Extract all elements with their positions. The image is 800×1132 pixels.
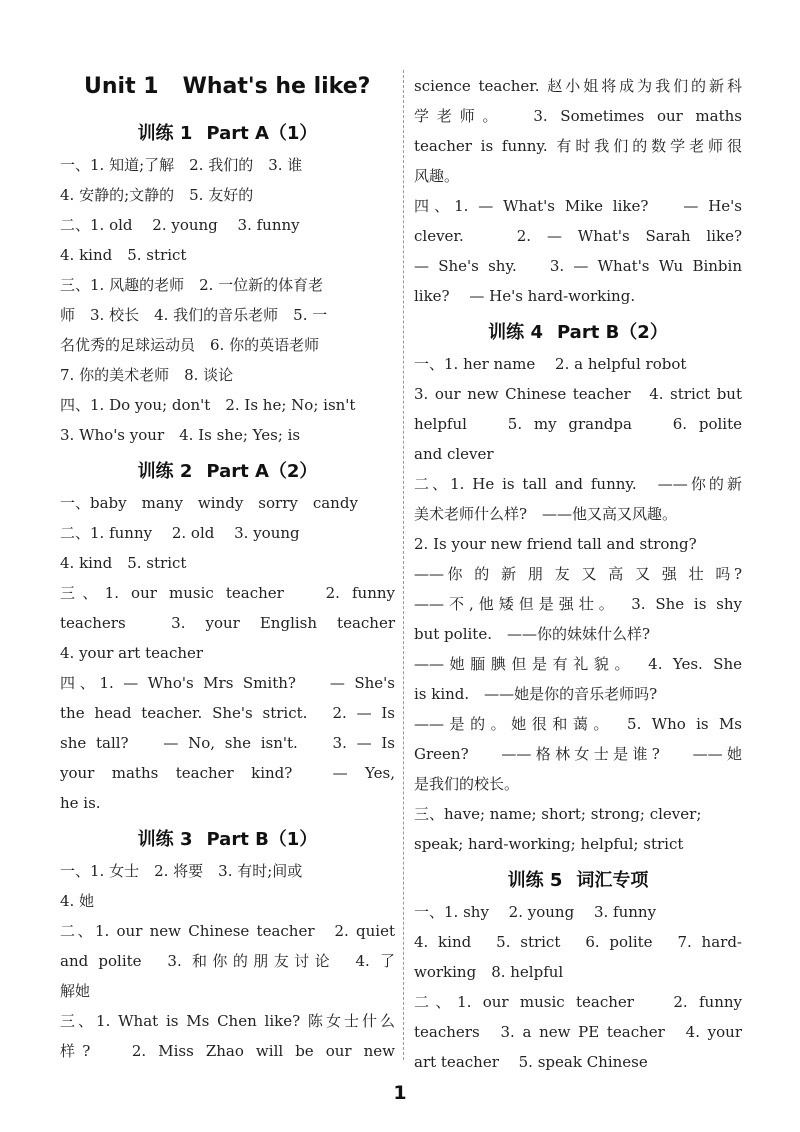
answer-line: 名优秀的足球运动员 6. 你的英语老师 — [60, 336, 320, 354]
answer-line: 4. your art teacher — [60, 644, 204, 662]
answer-line: ——是的。她很和蔼。 5. Who is Ms — [414, 715, 742, 733]
answer-line: 一、1. 知道;了解 2. 我们的 3. 谁 — [60, 156, 303, 174]
unit-title — [84, 74, 370, 99]
answer-line: 四、1. Do you; don't 2. Is he; No; isn't — [60, 396, 356, 414]
section-part: Part A（1） — [206, 123, 318, 144]
section-part: 词汇专项 — [576, 870, 649, 891]
answer-line: 3. Who's your 4. Is she; Yes; is — [60, 426, 301, 444]
section-label: 训练 3 — [137, 829, 193, 850]
answer-line: 二、1. funny 2. old 3. young — [60, 524, 300, 542]
answer-line: ——她腼腆但是有礼貌。 4. Yes. She — [414, 655, 742, 673]
section-heading — [60, 457, 395, 483]
answer-line: 学老师。 3. Sometimes our maths — [414, 107, 742, 125]
section-part: Part B（1） — [206, 829, 318, 850]
section-part: Part B（2） — [556, 322, 668, 343]
answer-line: is kind. ——她是你的音乐老师吗? — [414, 685, 658, 703]
answer-line: he is. — [60, 794, 101, 812]
answer-line: the head teacher. She's strict. 2. — Is — [60, 704, 395, 722]
answer-line: art teacher 5. speak Chinese — [414, 1053, 648, 1071]
answer-line: teachers 3. a new PE teacher 4. your — [414, 1023, 742, 1041]
answer-line: 4. 她 — [60, 892, 95, 910]
answer-line: science teacher. 赵小姐将成为我们的新科 — [414, 77, 742, 95]
section-heading — [60, 825, 395, 851]
answer-line: she tall? — No, she isn't. 3. — Is — [60, 734, 395, 752]
answer-line: 是我们的校长。 — [414, 775, 520, 793]
answer-line: 2. Is your new friend tall and strong? — [414, 535, 697, 553]
answer-line: 一、1. 女士 2. 将要 3. 有时;间或 — [60, 862, 303, 880]
answer-line: 四、1. — Who's Mrs Smith? — She's — [60, 674, 395, 692]
section-heading — [60, 119, 395, 145]
answer-line: ——不,他矮但是强壮。 3. She is shy — [414, 595, 742, 613]
answer-line: teacher is funny. 有时我们的数学老师很 — [414, 137, 742, 155]
section-label: 训练 5 — [507, 870, 563, 891]
section-label: 训练 1 — [137, 123, 193, 144]
answer-line: 风趣。 — [414, 167, 460, 185]
unit-label: Unit 1 — [84, 74, 159, 99]
answer-line: 一、1. shy 2. young 3. funny — [414, 903, 657, 921]
answer-line: 二、1. He is tall and funny. ——你的新 — [414, 475, 742, 493]
answer-line: your maths teacher kind? — Yes, — [60, 764, 395, 782]
answer-line: 样? 2. Miss Zhao will be our new — [60, 1042, 395, 1060]
section-heading — [414, 866, 742, 892]
answer-line: 三、1. 风趣的老师 2. 一位新的体育老 — [60, 276, 324, 294]
page-number: 1 — [393, 1082, 407, 1104]
answer-line: Green? ——格林女士是谁? ——她 — [414, 745, 742, 763]
answer-line: speak; hard-working; helpful; strict — [414, 835, 684, 853]
answer-line: ——你 的 新 朋 友 又 高 又 强 壮 吗? — [414, 565, 742, 583]
answer-line: 美术老师什么样? ——他又高又风趣。 — [414, 505, 678, 523]
section-part: Part A（2） — [206, 461, 318, 482]
answer-line: working 8. helpful — [414, 963, 564, 981]
answer-line: and clever — [414, 445, 494, 463]
unit-heading: What's he like? — [182, 74, 371, 99]
column-divider — [403, 70, 404, 1060]
answer-line: 一、baby many windy sorry candy — [60, 494, 358, 512]
answer-line: 三、1. our music teacher 2. funny — [60, 584, 395, 602]
answer-line: teachers 3. your English teacher — [60, 614, 395, 632]
section-heading — [414, 318, 742, 344]
answer-line: 一、1. her name 2. a helpful robot — [414, 355, 687, 373]
answer-line: 二、1. our music teacher 2. funny — [414, 993, 742, 1011]
answer-line: 4. 安静的;文静的 5. 友好的 — [60, 186, 254, 204]
answer-line: 二、1. our new Chinese teacher 2. quiet — [60, 922, 395, 940]
answer-line: but polite. ——你的妹妹什么样? — [414, 625, 651, 643]
answer-line: clever. 2. — What's Sarah like? — [414, 227, 742, 245]
answer-line: 三、have; name; short; strong; clever; — [414, 805, 702, 823]
answer-line: — She's shy. 3. — What's Wu Binbin — [414, 257, 742, 275]
answer-line: 4. kind 5. strict — [60, 246, 187, 264]
answer-line: 7. 你的美术老师 8. 谈论 — [60, 366, 234, 384]
section-label: 训练 4 — [488, 322, 543, 343]
answer-line: and polite 3. 和你的朋友讨论 4. 了 — [60, 952, 395, 970]
answer-line: 三、1. What is Ms Chen like? 陈女士什么 — [60, 1012, 395, 1030]
answer-line: 4. kind 5. strict 6. polite 7. hard- — [414, 933, 742, 951]
answer-line: 4. kind 5. strict — [60, 554, 187, 572]
answer-line: helpful 5. my grandpa 6. polite — [414, 415, 742, 433]
answer-line: 师 3. 校长 4. 我们的音乐老师 5. 一 — [60, 306, 328, 324]
section-label: 训练 2 — [137, 461, 193, 482]
answer-line: 解她 — [60, 982, 91, 1000]
answer-line: 四、1. — What's Mike like? — He's — [414, 197, 742, 215]
answer-line: 二、1. old 2. young 3. funny — [60, 216, 300, 234]
answer-line: 3. our new Chinese teacher 4. strict but — [414, 385, 742, 403]
answer-line: like? — He's hard-working. — [414, 287, 636, 305]
